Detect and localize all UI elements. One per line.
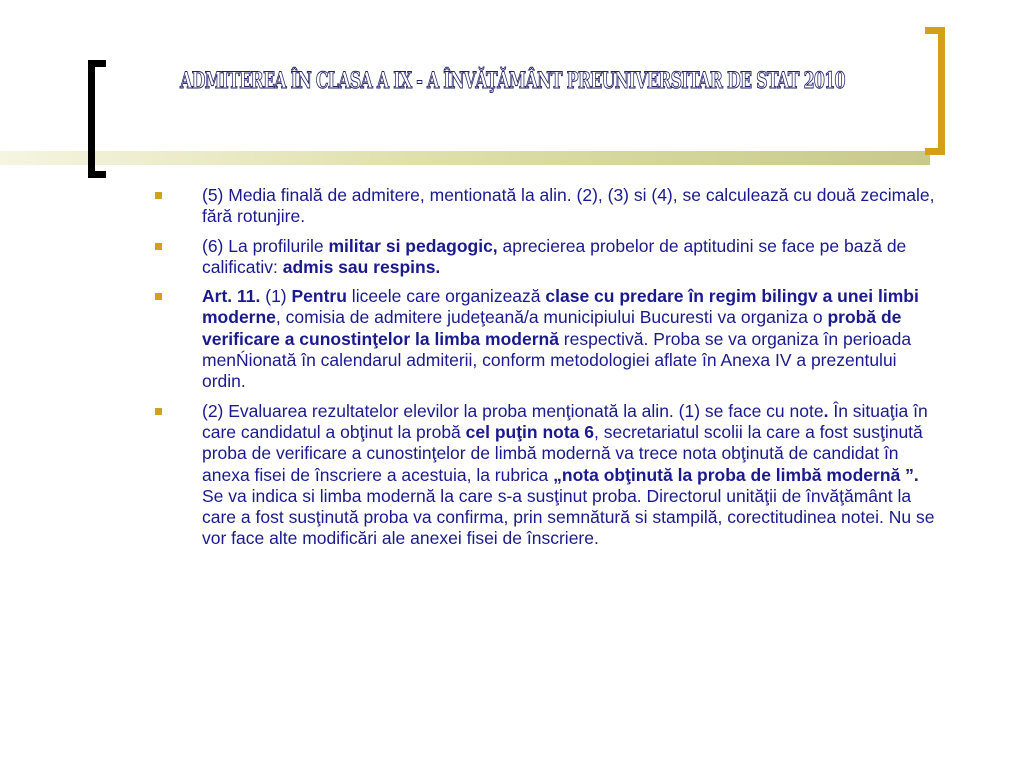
bullet-text <box>202 185 934 226</box>
left-bracket-decoration <box>88 60 106 178</box>
text-segment: , secretariatul scolii la care a fost susţinută proba de verificare a cunostinţelor de limbă modernă va trece nota obţinută de candidat în anexa fisei de înscriere a acestuia, la rubrica <box>202 421 923 485</box>
decorative-band <box>0 151 930 165</box>
bold-text-segment: probă de verificare a cunostinţelor la limba modernă <box>202 307 902 349</box>
slide-title: ADMITEREA ÎN CLASA A IX - A ÎNVĂŢĂMÂNT PREUNIVERSITAR DE STAT 2010 <box>180 68 845 94</box>
bold-text-segment: cel puţin nota 6 <box>465 421 595 442</box>
right-bracket-decoration <box>925 27 945 155</box>
bold-text-segment: Art. 11. <box>202 286 261 307</box>
text-segment: (5) Media finală de admitere, mentionată la alin. (2), (3) si (4), se calculează cu două zecimale, fără rotunjire. <box>202 185 935 227</box>
bold-text-segment: Pentru <box>291 286 347 307</box>
text-segment: (2) Evaluarea rezultatelor elevilor la proba menţionată la alin. (1) se face cu note <box>202 400 824 421</box>
list-item <box>150 185 940 228</box>
bullet-list <box>150 185 940 558</box>
list-item <box>150 236 940 279</box>
bullet-text <box>202 236 906 277</box>
text-segment: , comisia de admitere judeţeană/a municipiului Bucuresti va organiza o <box>275 307 828 328</box>
text-segment: (6) La profilurile <box>202 235 329 256</box>
text-segment: Se va indica si limba modernă la care s-a susţinut proba. Directorul unităţii de învăţământ la care a fost susţinută proba va confirma, prin semnătură si stampilă, corectitudinea notei. Nu se vor face alte modificări ale anexei fisei de înscriere. <box>202 485 935 549</box>
bold-text-segment: . <box>823 400 829 421</box>
text-segment: aprecierea probelor de aptitudini se face pe bază de calificativ: <box>202 235 907 277</box>
square-bullet-icon <box>155 408 162 415</box>
text-segment: respectivă. Proba se va organiza în perioada menŃionată în calendarul admiterii, conform metodologiei aflate în Anexa IV a prezentului ordin. <box>202 328 912 392</box>
bold-text-segment: „nota obţinută la proba de limbă modernă ”. <box>553 464 919 485</box>
bold-text-segment: militar si pedagogic, <box>328 235 498 256</box>
text-segment: liceele care organizează <box>346 286 546 307</box>
bullet-text <box>202 286 919 391</box>
bold-text-segment: clase cu predare în regim bilingv a unei limbi moderne <box>202 286 919 328</box>
bullet-text <box>202 401 934 549</box>
list-item <box>150 401 940 550</box>
list-item <box>150 286 940 392</box>
square-bullet-icon <box>155 293 162 300</box>
square-bullet-icon <box>155 243 162 250</box>
bold-text-segment: admis sau respins. <box>282 256 441 277</box>
text-segment: (1) <box>260 286 292 307</box>
text-segment: În situaţia în care candidatul a obţinut la probă <box>202 400 928 442</box>
square-bullet-icon <box>155 192 162 199</box>
